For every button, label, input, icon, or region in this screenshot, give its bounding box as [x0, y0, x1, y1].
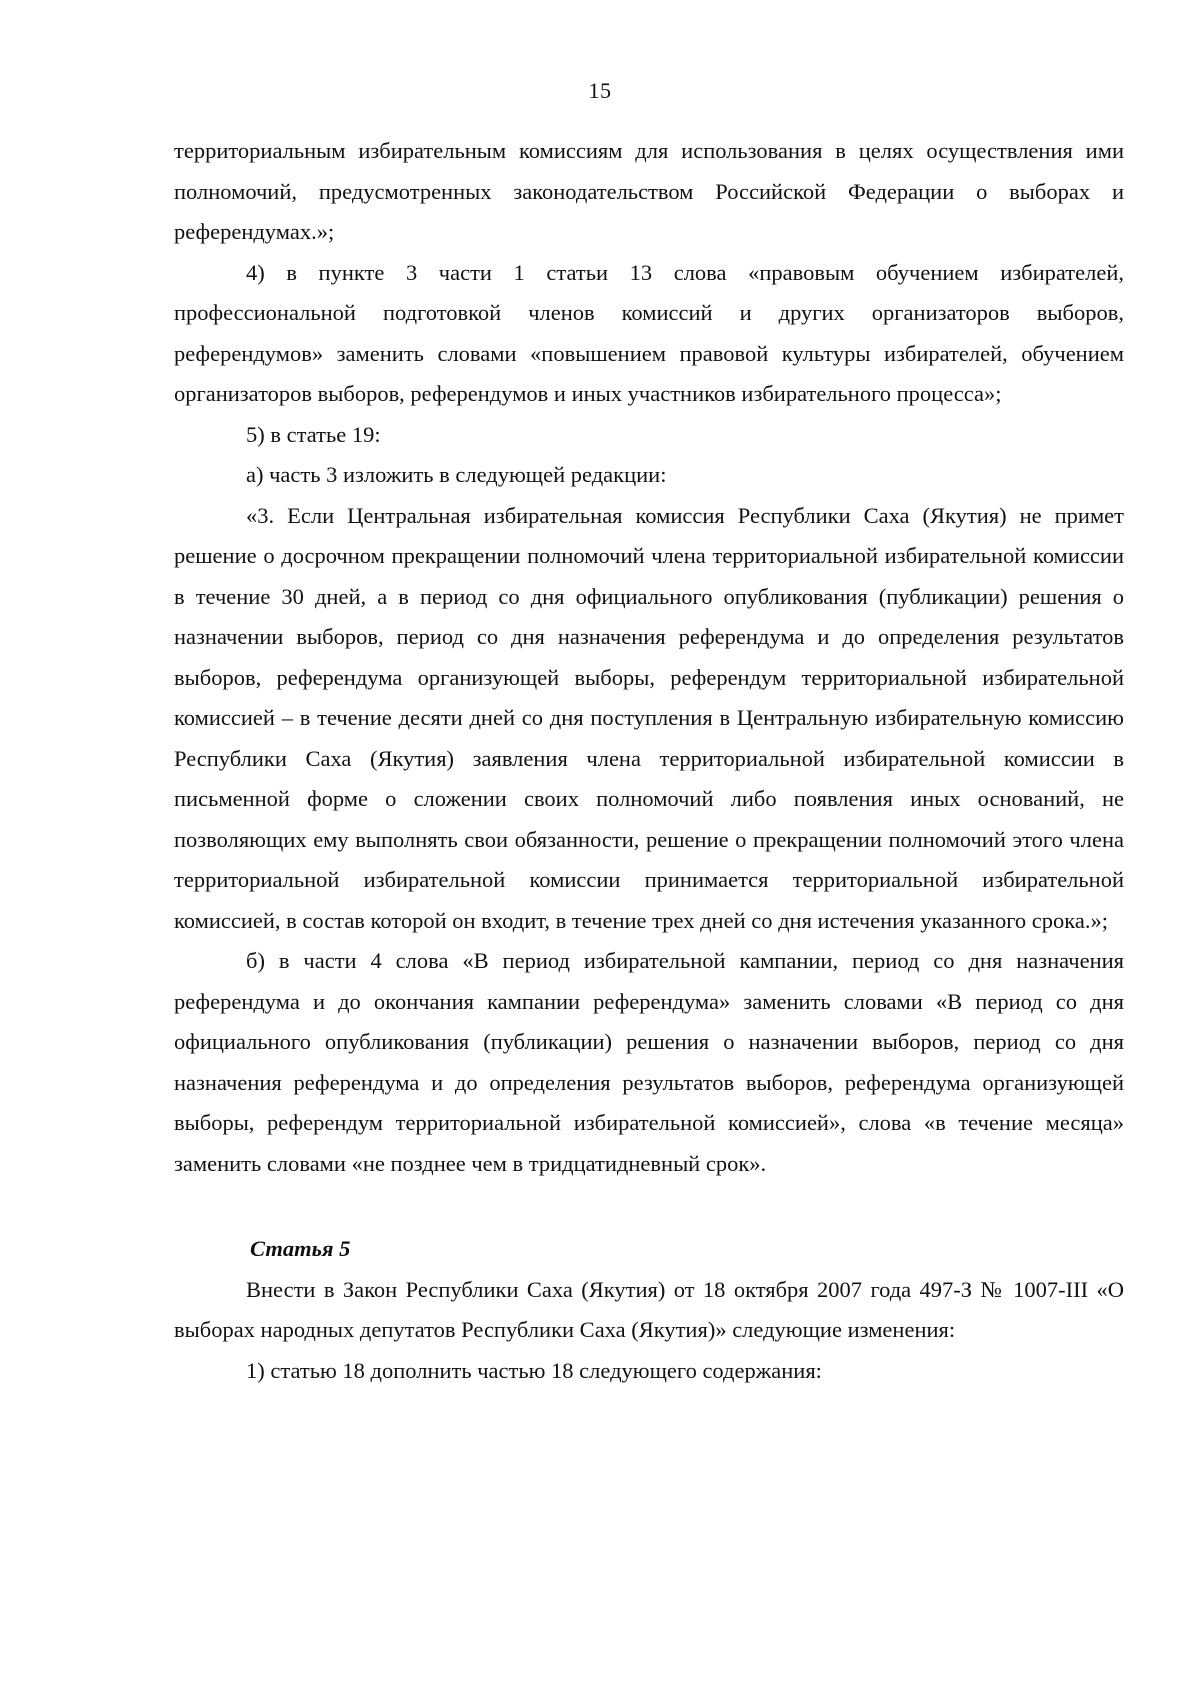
article-paragraph-item-1: 1) статью 18 дополнить частью 18 следующего содержания:	[246, 1357, 822, 1383]
document-body	[174, 131, 1124, 1391]
paragraph-item-5: 5) в статье 19:	[246, 421, 381, 447]
article-heading: Статья 5	[250, 1236, 351, 1261]
paragraph-subitem-a: а) часть 3 изложить в следующей редакции:	[246, 462, 667, 487]
article-paragraph-intro: Внести в Закон Республики Саха (Якутия) от 18 октября 2007 года 497-З № 1007-III «О выборах народных депутатов Республики Саха (Якутия)» следующие изменения:	[174, 1276, 1124, 1342]
section-spacer	[174, 1184, 1124, 1229]
paragraph-subitem-b: б) в части 4 слова «В период избирательной кампании, период со дня назначения референдума и до окончания кампании референдума» заменить словами «В период со дня официального опубликования (публикации) решения о назначении выборов, период со дня назначения референдума и до определения результатов выборов, референдума организующей выборы, референдум территориальной избирательной комиссией», слова «в течение месяца» заменить словами «не позднее чем в тридцатидневный срок».	[174, 948, 1124, 1176]
page-number: 15	[588, 78, 612, 103]
paragraph-continuation: территориальным избирательным комиссиям для использования в целях осуществления ими полномочий, предусмотренных законодательством Российской Федерации о выборах и референдумах.»;	[174, 138, 1124, 244]
paragraph-item-4: 4) в пункте 3 части 1 статьи 13 слова «правовым обучением избирателей, профессиональной подготовкой членов комиссий и других организаторов выборов, референдумов» заменить словами «повышением правовой культуры избирателей, обучением организаторов выборов, референдумов и иных участников избирательного процесса»;	[174, 259, 1124, 406]
paragraph-quoted-part-3: «3. Если Центральная избирательная комиссия Республики Саха (Якутия) не примет решение о досрочном прекращении полномочий члена территориальной избирательной комиссии в течение 30 дней, а в период со дня официального опубликования (публикации) решения о назначении выборов, период со дня назначения референдума и до определения результатов выборов, референдума организующей выборы, референдум территориальной избирательной комиссией – в течение десяти дней со дня поступления в Центральную избирательную комиссию Республики Саха (Якутия) заявления члена территориальной избирательной комиссии в письменной форме о сложении своих полномочий либо появления иных оснований, не позволяющих ему выполнять свои обязанности, решение о прекращении полномочий этого члена территориальной избирательной комиссии принимается территориальной избирательной комиссией, в состав которой он входит, в течение трех дней со дня истечения указанного срока.»;	[174, 502, 1124, 933]
